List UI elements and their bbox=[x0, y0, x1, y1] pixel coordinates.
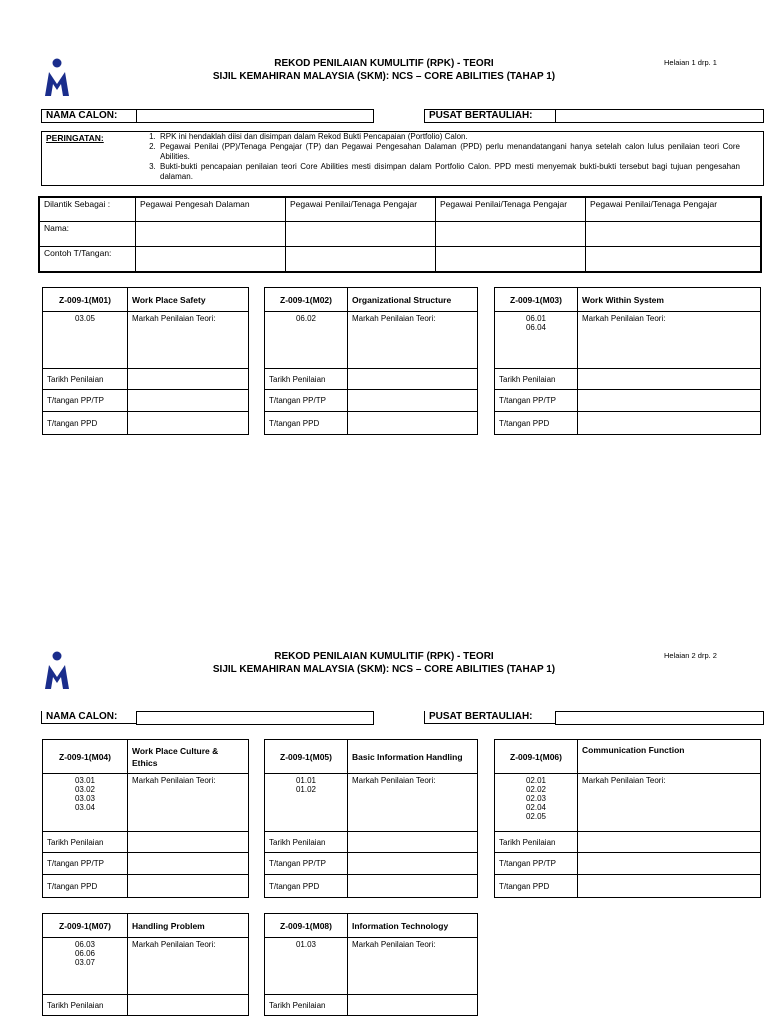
module-refs bbox=[43, 938, 128, 995]
module-table-m05 bbox=[264, 739, 478, 898]
sig-header-cell: Pegawai Penilai/Tenaga Pengajar bbox=[436, 197, 586, 221]
module-table-m07 bbox=[42, 913, 249, 1016]
tarikh-field[interactable] bbox=[578, 832, 761, 853]
pp-tp-label: T/tangan PP/TP bbox=[43, 390, 128, 412]
module-code: Z-009-1(M07) bbox=[43, 914, 128, 938]
ref-code: 01.01 bbox=[295, 776, 317, 785]
module-code: Z-009-1(M03) bbox=[495, 288, 578, 312]
page2-title-line2: SIJIL KEMAHIRAN MALAYSIA (SKM): NCS – CORE ABILITIES (TAHAP 1) bbox=[212, 664, 556, 675]
pp-tp-label: T/tangan PP/TP bbox=[43, 853, 128, 875]
tarikh-label: Tarikh Penilaian bbox=[43, 832, 128, 853]
sig-cell[interactable] bbox=[286, 221, 436, 246]
sig-cell[interactable] bbox=[136, 246, 286, 272]
markah-label: Markah Penilaian Teori: bbox=[348, 312, 478, 369]
page2-name-bar bbox=[41, 711, 764, 725]
ppd-label: T/tangan PPD bbox=[43, 875, 128, 898]
nama-calon-label: NAMA CALON: bbox=[41, 109, 137, 123]
sig-cell[interactable] bbox=[136, 221, 286, 246]
tarikh-field[interactable] bbox=[578, 369, 761, 390]
module-table-m08 bbox=[264, 913, 478, 1016]
module-refs bbox=[495, 312, 578, 369]
ref-code: 06.02 bbox=[295, 314, 317, 323]
nama-calon-field[interactable] bbox=[136, 711, 374, 725]
pp-tp-field[interactable] bbox=[578, 853, 761, 875]
module-table-m03 bbox=[494, 287, 761, 435]
pusat-bertauliah-field[interactable] bbox=[555, 109, 764, 123]
page2-page-number: Helaian 2 drp. 2 bbox=[664, 651, 717, 660]
module-code: Z-009-1(M06) bbox=[495, 740, 578, 774]
module-refs bbox=[43, 312, 128, 369]
module-table-m01 bbox=[42, 287, 249, 435]
ref-code: 06.06 bbox=[74, 949, 96, 958]
page2-title-line1: REKOD PENILAIAN KUMULITIF (RPK) - TEORI bbox=[274, 651, 494, 662]
ref-code: 03.02 bbox=[74, 785, 96, 794]
ref-code: 03.05 bbox=[74, 314, 96, 323]
ppd-field[interactable] bbox=[348, 875, 478, 898]
pp-tp-field[interactable] bbox=[128, 390, 249, 412]
ppd-field[interactable] bbox=[578, 875, 761, 898]
pp-tp-label: T/tangan PP/TP bbox=[265, 853, 348, 875]
module-name: Work Place Culture & Ethics bbox=[128, 740, 249, 774]
ref-code: 02.04 bbox=[525, 803, 547, 812]
tarikh-field[interactable] bbox=[348, 369, 478, 390]
tarikh-field[interactable] bbox=[348, 995, 478, 1016]
pp-tp-field[interactable] bbox=[128, 853, 249, 875]
tarikh-field[interactable] bbox=[128, 369, 249, 390]
ref-code: 03.07 bbox=[74, 958, 96, 967]
tarikh-field[interactable] bbox=[128, 995, 249, 1016]
sig-row-label: Nama: bbox=[39, 221, 136, 246]
markah-label: Markah Penilaian Teori: bbox=[348, 774, 478, 832]
module-code: Z-009-1(M05) bbox=[265, 740, 348, 774]
markah-label: Markah Penilaian Teori: bbox=[128, 312, 249, 369]
module-refs bbox=[265, 774, 348, 832]
page1-title-line2: SIJIL KEMAHIRAN MALAYSIA (SKM): NCS – CORE ABILITIES (TAHAP 1) bbox=[212, 71, 556, 82]
module-code: Z-009-1(M04) bbox=[43, 740, 128, 774]
tarikh-label: Tarikh Penilaian bbox=[495, 369, 578, 390]
markah-label: Markah Penilaian Teori: bbox=[128, 774, 249, 832]
markah-label: Markah Penilaian Teori: bbox=[348, 938, 478, 995]
ppd-label: T/tangan PPD bbox=[43, 412, 128, 435]
ppd-label: T/tangan PPD bbox=[265, 875, 348, 898]
pusat-bertauliah-field[interactable] bbox=[555, 711, 764, 725]
pp-tp-field[interactable] bbox=[348, 853, 478, 875]
tarikh-label: Tarikh Penilaian bbox=[265, 832, 348, 853]
ref-code: 03.04 bbox=[74, 803, 96, 812]
module-name: Organizational Structure bbox=[348, 288, 478, 312]
markah-label: Markah Penilaian Teori: bbox=[128, 938, 249, 995]
module-refs bbox=[265, 312, 348, 369]
module-code: Z-009-1(M08) bbox=[265, 914, 348, 938]
module-code: Z-009-1(M02) bbox=[265, 288, 348, 312]
module-name: Handling Problem bbox=[128, 914, 249, 938]
module-refs bbox=[265, 938, 348, 995]
module-table-m04 bbox=[42, 739, 249, 898]
ref-code: 01.02 bbox=[295, 785, 317, 794]
tarikh-field[interactable] bbox=[348, 832, 478, 853]
sig-cell[interactable] bbox=[286, 246, 436, 272]
pp-tp-field[interactable] bbox=[578, 390, 761, 412]
module-table-m06 bbox=[494, 739, 761, 898]
nama-calon-label: NAMA CALON: bbox=[41, 711, 137, 724]
note-item: 2. Pegawai Penilai (PP)/Tenaga Pengajar (TP) dan Pegawai Pengesahan Dalaman (PPD) perlu menandatangani hanya setelah calon lulus penilaian teori Core Abilities. bbox=[158, 142, 740, 162]
nama-calon-field[interactable] bbox=[136, 109, 374, 123]
ppd-label: T/tangan PPD bbox=[495, 875, 578, 898]
ppd-field[interactable] bbox=[128, 412, 249, 435]
module-name: Information Technology bbox=[348, 914, 478, 938]
module-code: Z-009-1(M01) bbox=[43, 288, 128, 312]
ref-code: 02.02 bbox=[525, 785, 547, 794]
ppd-label: T/tangan PPD bbox=[265, 412, 348, 435]
sig-header-cell: Dilantik Sebagai : bbox=[39, 197, 136, 221]
tarikh-label: Tarikh Penilaian bbox=[43, 369, 128, 390]
module-name: Communication Function bbox=[578, 740, 761, 774]
page1-name-bar bbox=[41, 109, 764, 123]
sig-row-label: Contoh T/Tangan: bbox=[39, 246, 136, 272]
note-item: 1. RPK ini hendaklah diisi dan disimpan dalam Rekod Bukti Pencapaian (Portfolio) Calon. bbox=[158, 132, 740, 142]
ref-code: 06.01 bbox=[525, 314, 547, 323]
pp-tp-label: T/tangan PP/TP bbox=[495, 853, 578, 875]
ref-code: 06.03 bbox=[74, 940, 96, 949]
module-name: Basic Information Handling bbox=[348, 740, 478, 774]
peringatan-box bbox=[41, 131, 764, 186]
ref-code: 03.01 bbox=[74, 776, 96, 785]
ref-code: 02.05 bbox=[525, 812, 547, 821]
module-refs bbox=[495, 774, 578, 832]
module-refs bbox=[43, 774, 128, 832]
tarikh-label: Tarikh Penilaian bbox=[265, 369, 348, 390]
tarikh-label: Tarikh Penilaian bbox=[43, 995, 128, 1016]
note-item: 3. Bukti-bukti pencapaian penilaian teori Core Abilities mesti disimpan dalam Portfolio Calon. PPD mesti menyemak bukti-bukti tersebut bagi tujuan pengesahan dalaman. bbox=[158, 162, 740, 182]
pp-tp-label: T/tangan PP/TP bbox=[495, 390, 578, 412]
tarikh-field[interactable] bbox=[128, 832, 249, 853]
module-name: Work Within System bbox=[578, 288, 761, 312]
module-table-m02 bbox=[264, 287, 478, 435]
ppd-label: T/tangan PPD bbox=[495, 412, 578, 435]
ref-code: 02.01 bbox=[525, 776, 547, 785]
sig-header-cell: Pegawai Penilai/Tenaga Pengajar bbox=[586, 197, 762, 221]
page1-title-line1: REKOD PENILAIAN KUMULITIF (RPK) - TEORI bbox=[274, 58, 494, 69]
sig-cell[interactable] bbox=[436, 221, 586, 246]
module-name: Work Place Safety bbox=[128, 288, 249, 312]
peringatan-list bbox=[142, 132, 740, 182]
ppd-field[interactable] bbox=[128, 875, 249, 898]
markah-label: Markah Penilaian Teori: bbox=[578, 312, 761, 369]
pp-tp-field[interactable] bbox=[348, 390, 478, 412]
ref-code: 01.03 bbox=[295, 940, 317, 949]
pp-tp-label: T/tangan PP/TP bbox=[265, 390, 348, 412]
tarikh-label: Tarikh Penilaian bbox=[495, 832, 578, 853]
sig-cell[interactable] bbox=[586, 246, 762, 272]
peringatan-label: PERINGATAN: bbox=[46, 133, 104, 143]
ppd-field[interactable] bbox=[348, 412, 478, 435]
ref-code: 03.03 bbox=[74, 794, 96, 803]
pusat-bertauliah-label: PUSAT BERTAULIAH: bbox=[424, 711, 556, 724]
sig-header-cell: Pegawai Penilai/Tenaga Pengajar bbox=[286, 197, 436, 221]
signature-table bbox=[38, 196, 762, 273]
ppd-field[interactable] bbox=[578, 412, 761, 435]
tarikh-label: Tarikh Penilaian bbox=[265, 995, 348, 1016]
sig-cell[interactable] bbox=[436, 246, 586, 272]
ref-code: 06.04 bbox=[525, 323, 547, 332]
sig-cell[interactable] bbox=[586, 221, 762, 246]
sig-header-cell: Pegawai Pengesah Dalaman bbox=[136, 197, 286, 221]
markah-label: Markah Penilaian Teori: bbox=[578, 774, 761, 832]
ref-code: 02.03 bbox=[525, 794, 547, 803]
page1-page-number: Helaian 1 drp. 1 bbox=[664, 58, 717, 67]
pusat-bertauliah-label: PUSAT BERTAULIAH: bbox=[424, 109, 556, 123]
